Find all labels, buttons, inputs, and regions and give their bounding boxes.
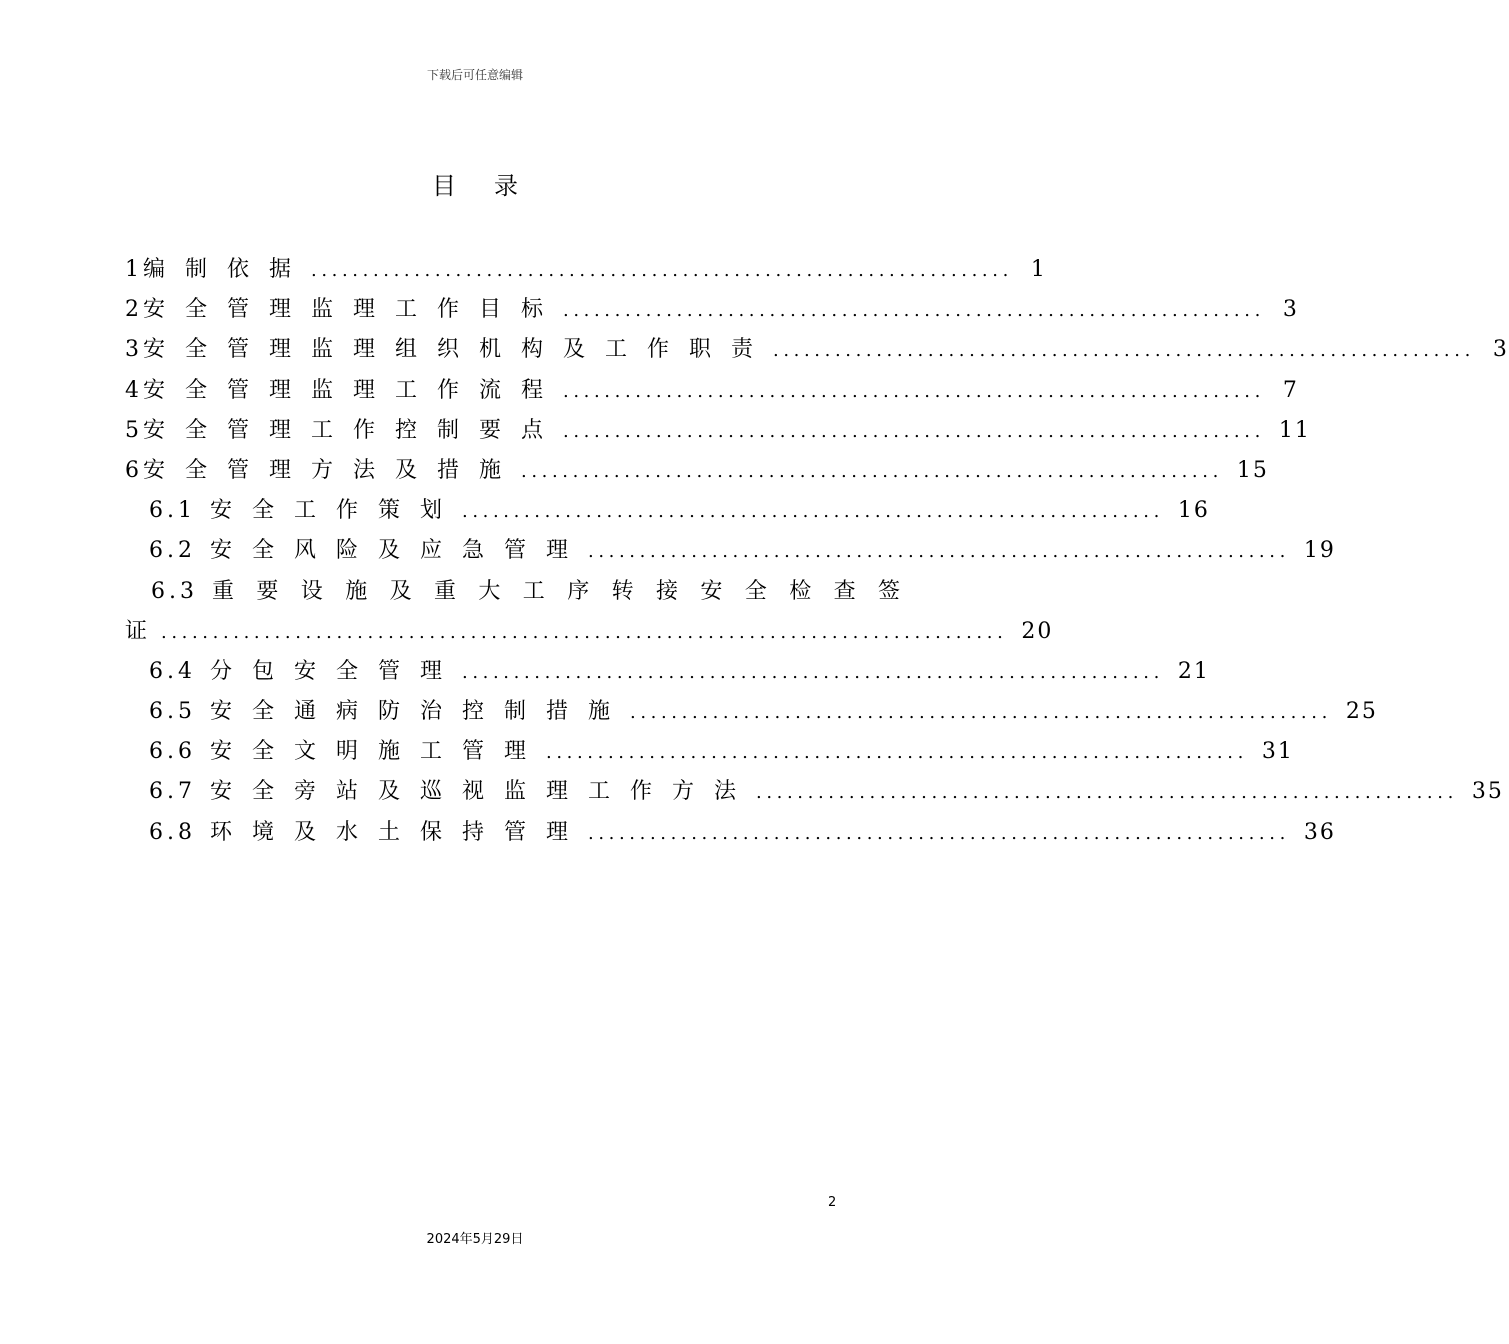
toc-page-number: 36 (1303, 819, 1336, 845)
toc-text: 安全管理工作控制要点 (143, 417, 564, 443)
toc-entry[interactable] (125, 414, 1311, 454)
toc-entry[interactable] (125, 575, 923, 615)
toc-leader-dots: .................................................................... (588, 541, 1290, 563)
toc-page-number: 7 (1282, 377, 1299, 403)
toc-leader-dots: .................................................................... (521, 460, 1223, 482)
toc-leader-dots: .................................................................... (563, 380, 1265, 402)
toc-number: 6.5 (149, 699, 196, 725)
toc-text: 安全文明施工管理 (210, 739, 547, 765)
toc-leader-dots: .................................................................... (630, 702, 1332, 724)
toc-entry[interactable] (125, 374, 1299, 414)
toc-page-number: 21 (1177, 658, 1210, 684)
toc-leader-dots: .................................................................... (773, 340, 1475, 362)
toc-text: 环境及水土保持管理 (210, 819, 589, 845)
toc-page-number: 25 (1345, 699, 1378, 725)
toc-text: 证 (125, 618, 148, 644)
toc-text: 安全管理监理工作目标 (143, 297, 564, 323)
toc-entry[interactable] (125, 775, 1504, 815)
toc-page-number: 16 (1177, 498, 1210, 524)
toc-leader-dots: .................................................................... (756, 782, 1458, 804)
toc-entry[interactable] (125, 494, 1210, 534)
toc-leader-dots: .................................................................... (546, 742, 1248, 764)
toc-number: 2 (125, 297, 143, 323)
toc-number: 3 (125, 337, 143, 363)
header-note: 下载后可任意编辑 (426, 68, 523, 82)
toc-text: 编制依据 (143, 257, 312, 282)
toc-number: 6.6 (149, 739, 196, 765)
toc-entry[interactable] (125, 454, 1269, 494)
toc-entry-continuation[interactable] (125, 615, 1054, 655)
toc-leader-dots: .................................................................... (588, 822, 1290, 844)
toc-text: 安全旁站及巡视监理工作方法 (210, 779, 757, 805)
toc-entry[interactable] (125, 293, 1299, 333)
footer-date: 2024年5月29日 (426, 1232, 524, 1247)
page-title: 目录 (432, 172, 556, 200)
toc-leader-dots: .................................................................................. (161, 621, 1008, 643)
toc-page-number: 31 (1261, 739, 1294, 765)
toc-entry[interactable] (125, 655, 1210, 695)
toc-number: 6.2 (149, 538, 196, 564)
toc-number: 5 (125, 417, 143, 443)
toc-leader-dots: .................................................................... (462, 501, 1164, 523)
toc-entry[interactable] (125, 333, 1509, 373)
toc-leader-dots: .................................................................... (563, 300, 1265, 322)
toc-text: 安全工作策划 (210, 498, 463, 524)
toc-page-number: 3 (1282, 297, 1299, 323)
toc-text: 安全管理监理组织机构及工作职责 (143, 337, 774, 363)
toc-page-number: 11 (1278, 417, 1311, 443)
toc-text: 分包安全管理 (210, 658, 463, 684)
toc-entry[interactable] (125, 816, 1336, 856)
toc-text: 安全管理监理工作流程 (143, 377, 564, 403)
table-of-contents (125, 253, 1509, 856)
toc-number: 1 (125, 257, 143, 282)
toc-number: 4 (125, 377, 143, 403)
toc-number: 6.4 (149, 658, 196, 684)
toc-text: 安全管理方法及措施 (143, 457, 522, 483)
toc-entry[interactable] (125, 735, 1294, 775)
toc-leader-dots: .................................................................... (462, 661, 1164, 683)
toc-leader-dots: .................................................................... (311, 260, 1013, 281)
toc-entry[interactable] (125, 534, 1336, 574)
toc-leader-dots: .................................................................... (563, 420, 1265, 442)
toc-number: 6.7 (149, 779, 196, 805)
toc-number: 6.3 (151, 578, 198, 604)
page-number: 2 (828, 1195, 837, 1210)
toc-number: 6.1 (149, 498, 196, 524)
toc-entry[interactable] (125, 695, 1378, 735)
toc-text: 重要设施及重大工序转接安全检查签 (212, 578, 923, 604)
toc-text: 安全风险及应急管理 (210, 538, 589, 564)
toc-page-number: 3 (1492, 337, 1509, 363)
toc-text: 安全通病防治控制措施 (210, 699, 631, 725)
toc-page-number: 15 (1236, 457, 1269, 483)
toc-number: 6 (125, 457, 143, 483)
toc-page-number: 35 (1471, 779, 1504, 805)
toc-page-number: 19 (1303, 538, 1336, 564)
toc-page-number: 20 (1021, 618, 1054, 644)
toc-page-number: 1 (1030, 257, 1047, 282)
toc-entry[interactable] (125, 253, 1047, 293)
toc-number: 6.8 (149, 819, 196, 845)
